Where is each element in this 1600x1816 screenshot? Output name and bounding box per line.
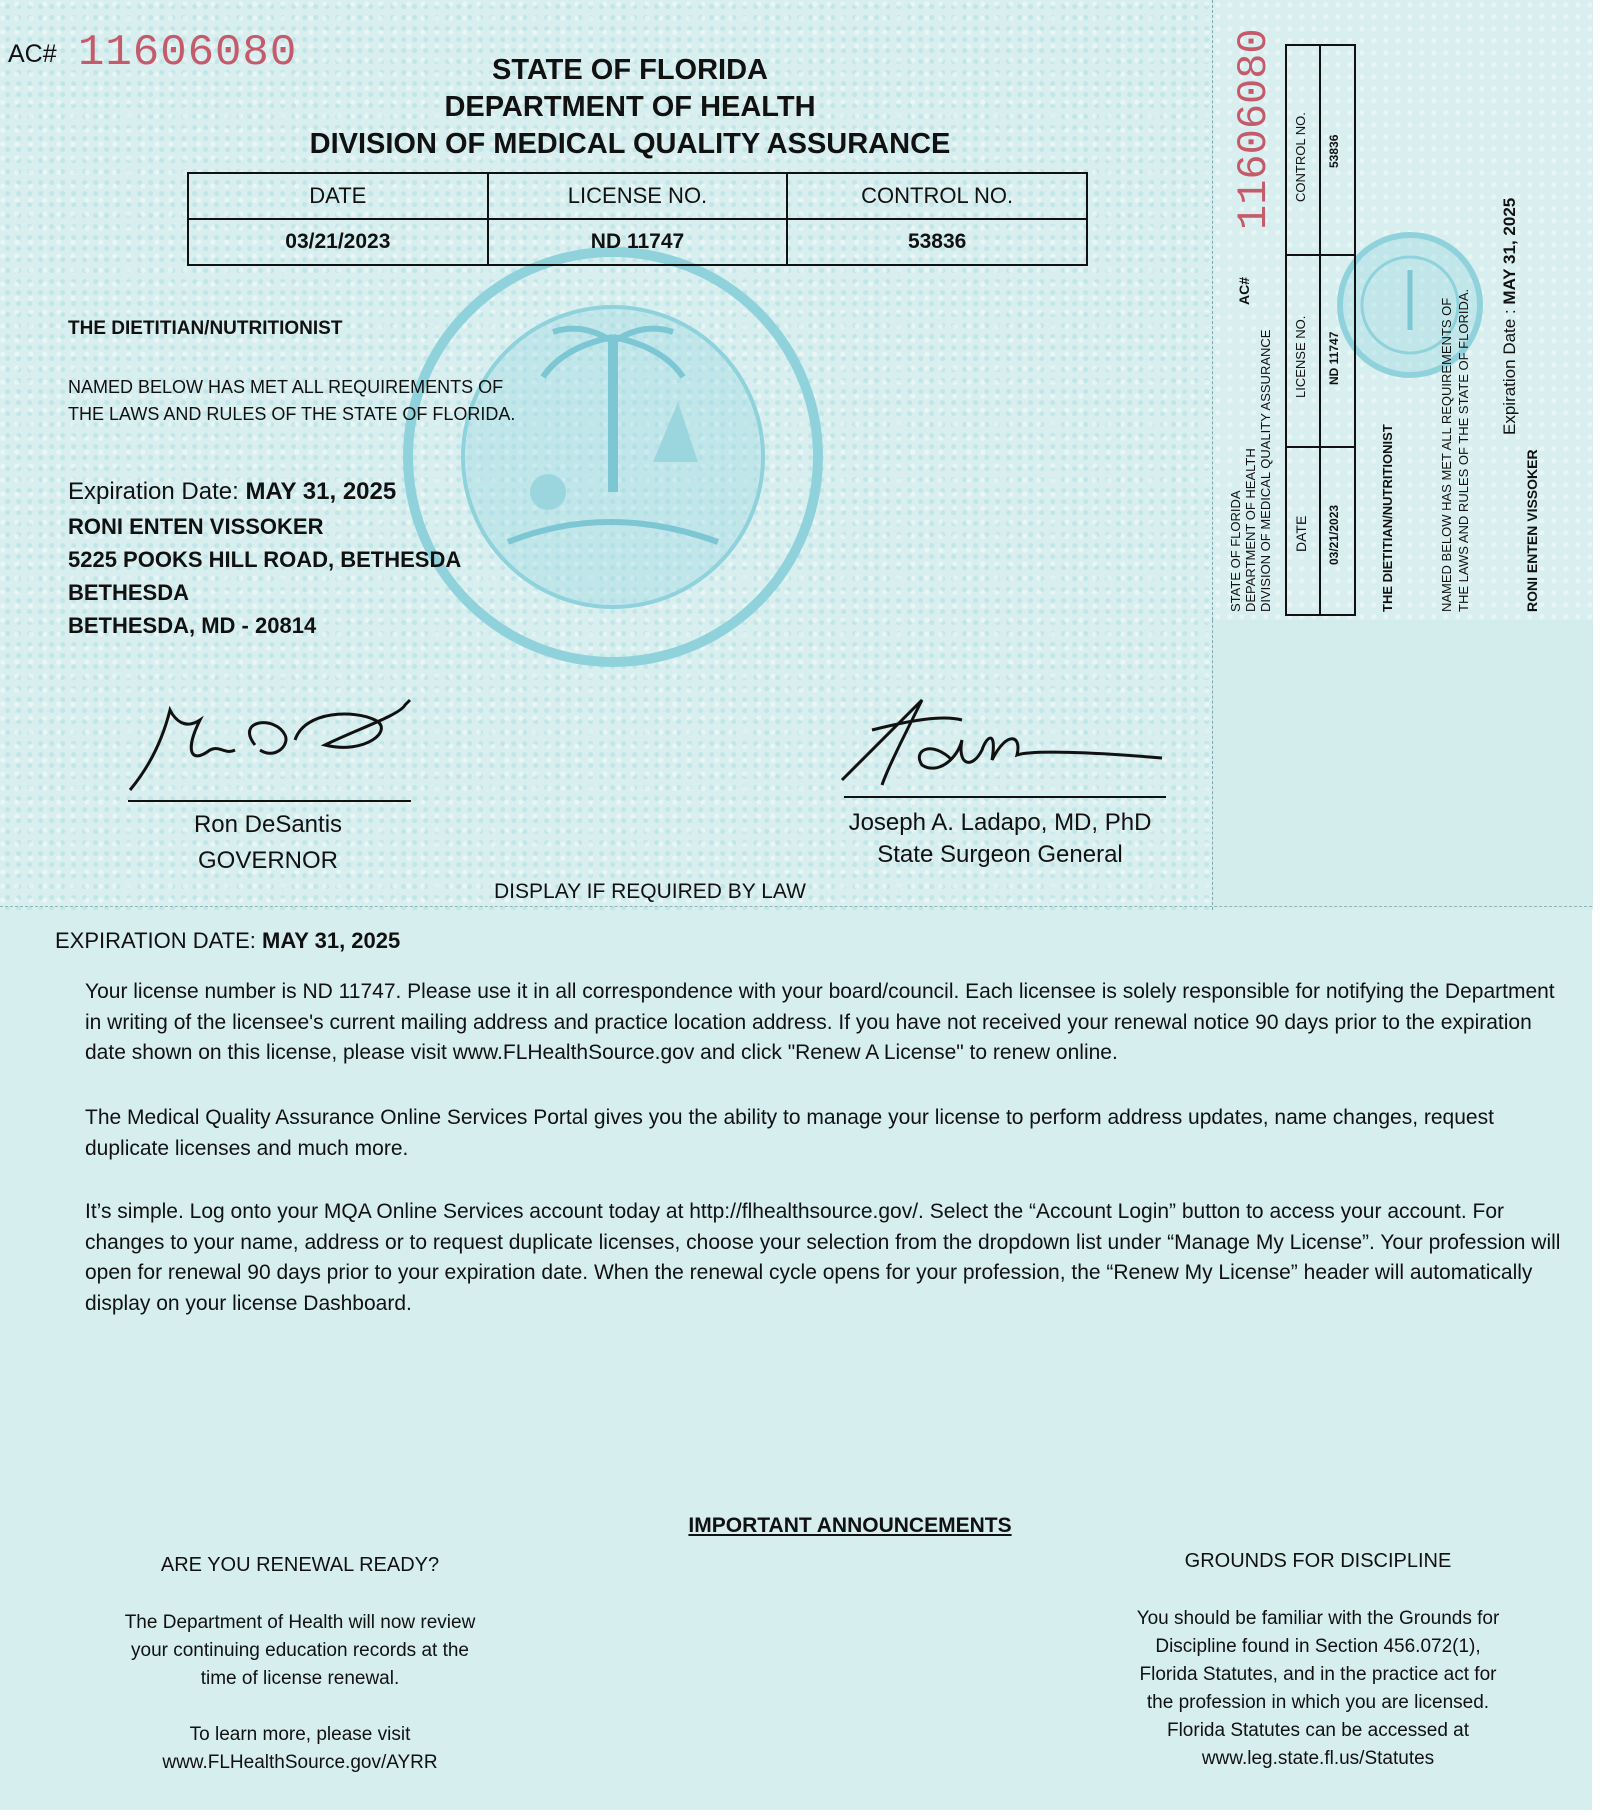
notice-expiration-label: EXPIRATION DATE: — [55, 928, 256, 953]
license-info-table — [187, 172, 1088, 266]
stub-statement — [1438, 289, 1472, 612]
date-value: 03/21/2023 — [188, 219, 488, 265]
stub-ac-number: 11606080 — [1230, 28, 1278, 230]
stub-expiration — [1500, 198, 1520, 435]
grounds-link: www.leg.state.fl.us/Statutes — [1201, 1748, 1435, 1769]
address-line-3: BETHESDA, MD - 20814 — [68, 613, 317, 638]
grounds-title: GROUNDS FOR DISCIPLINE — [1184, 1550, 1452, 1572]
notice-expiration-value: MAY 31, 2025 — [262, 928, 401, 953]
license-certificate — [0, 0, 1212, 910]
perforation-line — [0, 906, 1592, 907]
stub-header-line-2: DEPARTMENT OF HEALTH — [1243, 448, 1258, 612]
license-no-header: LICENSE NO. — [488, 173, 788, 219]
ac-number: 11606080 — [78, 28, 298, 78]
stub-table-divider — [1319, 46, 1321, 614]
profession: THE DIETITIAN/NUTRITIONIST — [68, 318, 343, 339]
stub-statement-line-1: NAMED BELOW HAS MET ALL REQUIREMENTS OF — [1439, 297, 1454, 612]
surgeon-general-name: Joseph A. Ladapo, MD, PhD — [848, 809, 1152, 836]
stub-control-value: 53836 — [1327, 134, 1341, 168]
grounds-line-1: You should be familiar with the Grounds for — [1136, 1608, 1500, 1629]
notice-paragraph-2: The Medical Quality Assurance Online Services Portal gives you the ability to manage your license to perform address updates, name changes, request duplicate licenses and much more. — [85, 1106, 1494, 1160]
stub-license-header: LICENSE NO. — [1293, 315, 1308, 398]
renewal-ready-line-1: The Department of Health will now review — [124, 1612, 476, 1633]
grounds-line-3: Florida Statutes, and in the practice act for — [1139, 1664, 1497, 1685]
renewal-ready-line-4 — [80, 1693, 520, 1721]
date-header: DATE — [188, 173, 488, 219]
control-no-value: 53836 — [787, 219, 1087, 265]
statement-line-2: THE LAWS AND RULES OF THE STATE OF FLORIDA. — [68, 404, 516, 424]
grounds-line-5: Florida Statutes can be accessed at — [1166, 1720, 1470, 1741]
governor-name: Ron DeSantis — [193, 811, 343, 838]
header-line-2: DEPARTMENT OF HEALTH — [444, 91, 816, 123]
renewal-ready-link: www.FLHealthSource.gov/AYRR — [162, 1752, 438, 1773]
governor-title: GOVERNOR — [197, 847, 338, 874]
display-note: DISPLAY IF REQUIRED BY LAW — [494, 880, 806, 903]
stub-date-header: DATE — [1293, 515, 1309, 552]
surgeon-general-title: State Surgeon General — [877, 841, 1123, 868]
ac-label: AC# — [8, 40, 57, 68]
control-no-header: CONTROL NO. — [787, 173, 1087, 219]
notice-paragraph-1: Your license number is ND 11747. Please use it in all correspondence with your board/council. Each licensee is solely responsible for notifying the Department in writing of the licensee's current mailing address and practice location address. If you have not received your renewal notice 90 days prior to the expiration date shown on this license, please visit www.FLHealthSource.gov and click "Renew A License" to renew online. — [85, 980, 1555, 1064]
notice-expiration — [55, 928, 400, 954]
state-seal-icon — [398, 242, 828, 672]
stub-header-line-1: STATE OF FLORIDA — [1228, 490, 1243, 612]
grounds-line-2: Discipline found in Section 456.072(1), — [1155, 1636, 1481, 1657]
address-line-1: 5225 POOKS HILL ROAD, BETHESDA — [68, 547, 462, 572]
stub-statement-line-2: THE LAWS AND RULES OF THE STATE OF FLORIDA. — [1456, 288, 1471, 612]
address-line-2: BETHESDA — [68, 580, 190, 605]
grounds-text — [1098, 1605, 1538, 1773]
stub-table-row-divider-2 — [1287, 446, 1354, 448]
stub-header — [1228, 330, 1273, 612]
stub-expiration-value: MAY 31, 2025 — [1500, 197, 1519, 305]
stub-header-line-3: DIVISION OF MEDICAL QUALITY ASSURANCE — [1258, 329, 1273, 612]
stub-control-header: CONTROL NO. — [1293, 112, 1308, 202]
stub-blank-area — [1212, 620, 1593, 910]
stub-table-row-divider-1 — [1287, 254, 1354, 256]
renewal-ready-line-3: time of license renewal. — [200, 1668, 400, 1689]
grounds-line-4: the profession in which you are licensed. — [1146, 1692, 1490, 1713]
notice-paragraph-3: It’s simple. Log onto your MQA Online Services account today at http://flhealthsource.gov/. Select the “Account Login” button to access your account. For changes to your name, address or to request duplicate licenses, choose your selection from the dropdown list under “Manage My License”. Your profession will open for renewal 90 days prior to your expiration date. When the renewal cycle opens for your profession, the “Renew My License” header will automatically display on your license Dashboard. — [85, 1200, 1561, 1315]
governor-signature — [125, 690, 425, 800]
expiration-label: Expiration Date: — [68, 478, 239, 505]
header-line-3: DIVISION OF MEDICAL QUALITY ASSURANCE — [309, 128, 951, 160]
stub-license-value: ND 11747 — [1327, 331, 1341, 385]
licensee-address — [68, 510, 461, 642]
stub-date-value: 03/21/2023 — [1327, 504, 1341, 565]
expiration-line — [68, 478, 396, 506]
renewal-ready-line-5: To learn more, please visit — [189, 1724, 411, 1745]
statement-line-1: NAMED BELOW HAS MET ALL REQUIREMENTS OF — [68, 377, 504, 397]
stub-ac-label: AC# — [1236, 276, 1252, 305]
renewal-ready-text — [80, 1609, 520, 1777]
stub-licensee-name: RONI ENTEN VISSOKER — [1524, 449, 1540, 612]
expiration-value: MAY 31, 2025 — [245, 478, 397, 505]
renewal-ready-line-2: your continuing education records at the — [131, 1640, 469, 1661]
header-line-1: STATE OF FLORIDA — [491, 54, 768, 86]
stub-profession: THE DIETITIAN/NUTRITIONIST — [1380, 424, 1395, 612]
announcements-title: IMPORTANT ANNOUNCEMENTS — [688, 1514, 1012, 1537]
surgeon-general-signature-line — [844, 796, 1166, 798]
licensee-name: RONI ENTEN VISSOKER — [68, 514, 324, 539]
renewal-ready-title: ARE YOU RENEWAL READY? — [160, 1554, 440, 1576]
surgeon-general-signature — [832, 690, 1172, 800]
stub-expiration-label: Expiration Date : — [1500, 309, 1519, 435]
governor-signature-line — [128, 800, 411, 802]
license-no-value: ND 11747 — [488, 219, 788, 265]
